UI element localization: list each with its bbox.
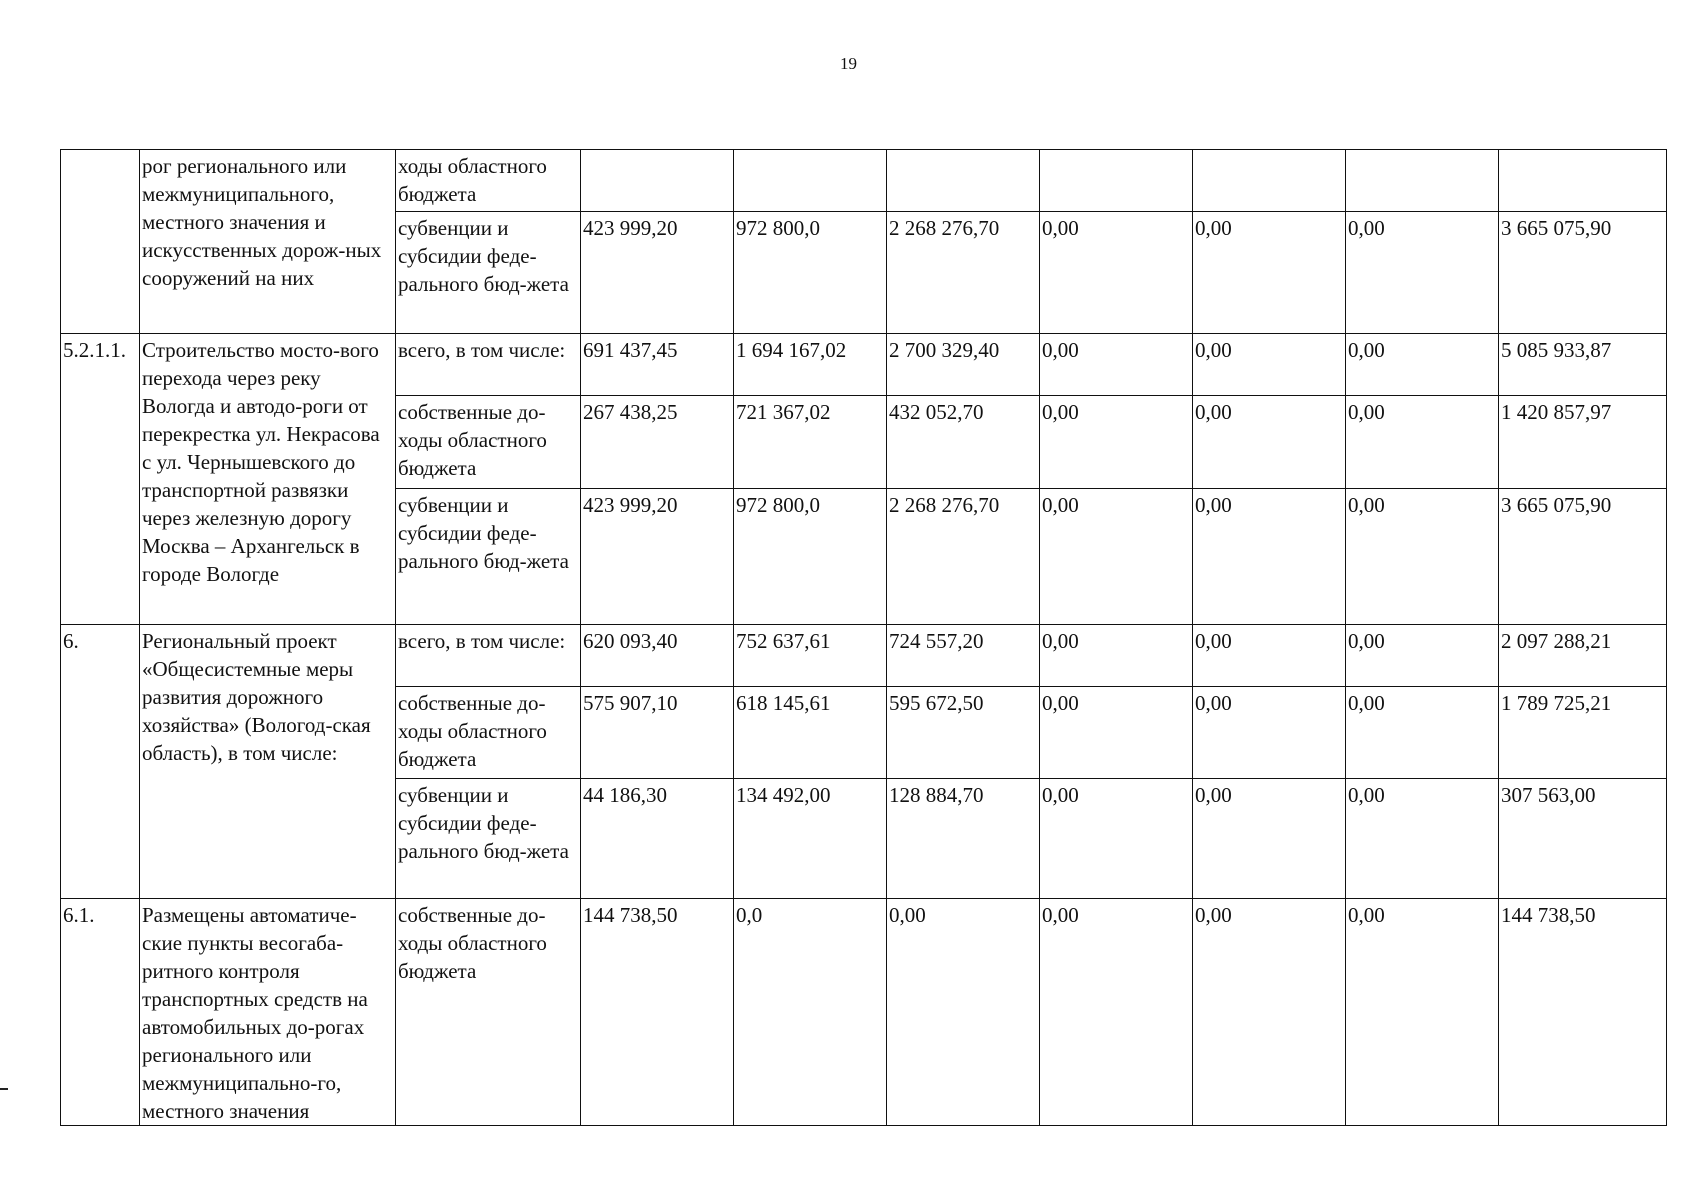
activity-name-cell: Региональный проект «Общесистемные меры развития дорожного хозяйства» (Вологод-ская область), в том числе: (140, 625, 396, 899)
row-number-cell: 6.1. (61, 899, 140, 1126)
amount-cell: 0,00 (1040, 779, 1193, 899)
amount-cell: 0,00 (1040, 489, 1193, 625)
amount-cell: 0,00 (1193, 687, 1346, 779)
amount-cell: 2 268 276,70 (887, 489, 1040, 625)
amount-cell: 0,00 (1040, 687, 1193, 779)
row-number-cell (61, 150, 140, 334)
amount-cell: 134 492,00 (734, 779, 887, 899)
table-row (61, 334, 1667, 396)
amount-cell: 0,00 (1346, 489, 1499, 625)
amount-cell: 0,00 (1040, 899, 1193, 1126)
amount-cell: 2 700 329,40 (887, 334, 1040, 396)
amount-cell: 691 437,45 (581, 334, 734, 396)
amount-cell: 0,00 (1040, 334, 1193, 396)
amount-cell: 618 145,61 (734, 687, 887, 779)
total-cell: 1 789 725,21 (1499, 687, 1667, 779)
funding-source-cell: субвенции и субсидии феде-рального бюд-жета (396, 212, 581, 334)
amount-cell: 0,00 (1193, 396, 1346, 489)
amount-cell: 432 052,70 (887, 396, 1040, 489)
amount-cell: 0,0 (734, 899, 887, 1126)
funding-source-cell: ходы областного бюджета (396, 150, 581, 212)
amount-cell: 0,00 (1040, 396, 1193, 489)
funding-source-cell: собственные до-ходы областного бюджета (396, 687, 581, 779)
total-cell: 3 665 075,90 (1499, 212, 1667, 334)
amount-cell: 575 907,10 (581, 687, 734, 779)
amount-cell: 44 186,30 (581, 779, 734, 899)
amount-cell: 752 637,61 (734, 625, 887, 687)
budget-table (60, 149, 1667, 1126)
amount-cell: 0,00 (887, 899, 1040, 1126)
amount-cell: 972 800,0 (734, 212, 887, 334)
amount-cell (581, 150, 734, 212)
amount-cell: 0,00 (1040, 212, 1193, 334)
activity-name-cell: рог регионального или межмуниципального, местного значения и искусственных дорож-ных сооружений на них (140, 150, 396, 334)
funding-source-cell: всего, в том числе: (396, 625, 581, 687)
funding-source-cell: субвенции и субсидии феде-рального бюд-жета (396, 489, 581, 625)
funding-source-cell: собственные до-ходы областного бюджета (396, 899, 581, 1126)
amount-cell: 2 268 276,70 (887, 212, 1040, 334)
total-cell: 2 097 288,21 (1499, 625, 1667, 687)
amount-cell: 972 800,0 (734, 489, 887, 625)
table-row (61, 625, 1667, 687)
total-cell: 144 738,50 (1499, 899, 1667, 1126)
amount-cell: 0,00 (1040, 625, 1193, 687)
row-number-cell: 6. (61, 625, 140, 899)
funding-source-cell: субвенции и субсидии феде-рального бюд-жета (396, 779, 581, 899)
amount-cell: 423 999,20 (581, 212, 734, 334)
amount-cell: 0,00 (1346, 334, 1499, 396)
amount-cell: 0,00 (1346, 779, 1499, 899)
amount-cell (1193, 150, 1346, 212)
amount-cell: 620 093,40 (581, 625, 734, 687)
page-number: 19 (840, 54, 857, 73)
amount-cell: 0,00 (1193, 334, 1346, 396)
amount-cell: 0,00 (1193, 779, 1346, 899)
margin-mark (0, 1088, 8, 1090)
total-cell: 307 563,00 (1499, 779, 1667, 899)
amount-cell: 423 999,20 (581, 489, 734, 625)
amount-cell: 0,00 (1193, 625, 1346, 687)
activity-name-cell: Размещены автоматиче-ские пункты весогаба-ритного контроля транспортных средств на автомобильных до-рогах регионального или межмуниципально-го, местного значения (140, 899, 396, 1126)
amount-cell: 0,00 (1346, 625, 1499, 687)
funding-source-cell: собственные до-ходы областного бюджета (396, 396, 581, 489)
amount-cell (734, 150, 887, 212)
amount-cell: 0,00 (1346, 396, 1499, 489)
amount-cell: 0,00 (1346, 687, 1499, 779)
total-cell (1499, 150, 1667, 212)
amount-cell: 144 738,50 (581, 899, 734, 1126)
amount-cell: 0,00 (1193, 899, 1346, 1126)
amount-cell: 595 672,50 (887, 687, 1040, 779)
row-number-cell: 5.2.1.1. (61, 334, 140, 625)
amount-cell: 128 884,70 (887, 779, 1040, 899)
table-row (61, 150, 1667, 212)
total-cell: 1 420 857,97 (1499, 396, 1667, 489)
activity-name-cell: Строительство мосто-вого перехода через реку Вологда и автодо-роги от перекрестка ул. Некрасова с ул. Чернышевского до транспортной развязки через железную дорогу Москва – Архангельск в городе Вологде (140, 334, 396, 625)
amount-cell: 721 367,02 (734, 396, 887, 489)
amount-cell: 1 694 167,02 (734, 334, 887, 396)
amount-cell (1040, 150, 1193, 212)
amount-cell: 0,00 (1193, 212, 1346, 334)
amount-cell: 267 438,25 (581, 396, 734, 489)
amount-cell: 0,00 (1193, 489, 1346, 625)
funding-source-cell: всего, в том числе: (396, 334, 581, 396)
total-cell: 3 665 075,90 (1499, 489, 1667, 625)
table-row (61, 899, 1667, 1126)
amount-cell: 0,00 (1346, 899, 1499, 1126)
amount-cell: 724 557,20 (887, 625, 1040, 687)
amount-cell: 0,00 (1346, 212, 1499, 334)
total-cell: 5 085 933,87 (1499, 334, 1667, 396)
amount-cell (887, 150, 1040, 212)
amount-cell (1346, 150, 1499, 212)
